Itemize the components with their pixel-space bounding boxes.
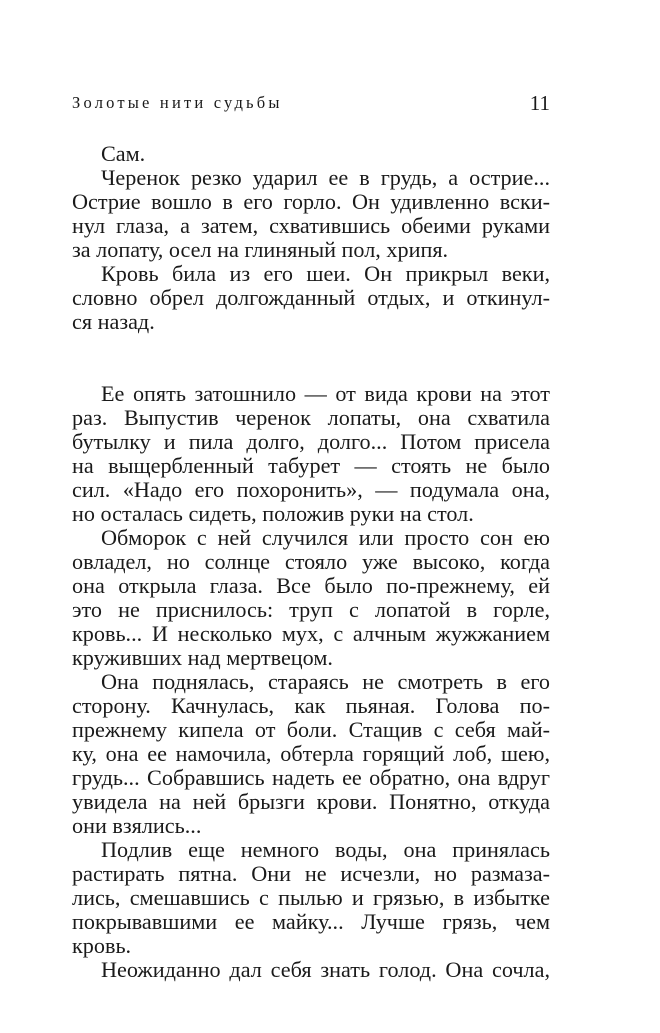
text-line: но осталась сидеть, положив руки на стол. <box>72 502 474 526</box>
text-line: бутылку и пила долго, долго... Потом присела <box>72 430 550 454</box>
text-line: грудь... Собравшись надеть ее обратно, она вдруг <box>72 766 550 790</box>
paragraph <box>72 142 550 166</box>
running-head <box>72 93 550 117</box>
text-line: Сам. <box>101 142 146 166</box>
page-number: 11 <box>529 91 550 115</box>
text-line: Черенок резко ударил ее в грудь, а острие... <box>101 166 550 190</box>
text-line: на выщербленный табурет — стоять не было <box>72 454 550 478</box>
text-line: круживших над мертвецом. <box>72 646 333 670</box>
text-line: это не приснилось: труп с лопатой в горле, <box>72 598 550 622</box>
text-line: сил. «Надо его похоронить», — подумала она, <box>72 478 550 502</box>
paragraph <box>72 958 550 982</box>
text-line: Кровь била из его шеи. Он прикрыл веки, <box>101 262 550 286</box>
text-line: прежнему кипела от боли. Стащив с себя май- <box>72 718 550 742</box>
text-line: растирать пятна. Они не исчезли, но размаза- <box>72 862 550 886</box>
text-line: овладел, но солнце стояло уже высоко, когда <box>72 550 550 574</box>
text-line: кровь... И несколько мух, с алчным жужжанием <box>72 622 550 646</box>
paragraph <box>72 838 550 958</box>
running-head-title: Золотые нити судьбы <box>72 93 283 112</box>
text-line: она открыла глаза. Все было по-прежнему, ей <box>72 574 550 598</box>
text-line: увидела на ней брызги крови. Понятно, откуда <box>72 790 550 814</box>
paragraph <box>72 526 550 670</box>
text-line: Она поднялась, стараясь не смотреть в его <box>101 670 550 694</box>
text-line: Обморок с ней случился или просто сон ею <box>101 526 550 550</box>
paragraph <box>72 670 550 838</box>
text-line: сторону. Качнулась, как пьяная. Голова по- <box>72 694 550 718</box>
paragraph <box>72 262 550 334</box>
text-line: они взялись... <box>72 814 202 838</box>
text-line: Неожиданно дал себя знать голод. Она сочла, <box>101 958 550 982</box>
text-line: лись, смешавшись с пылью и грязью, в избытке <box>72 886 550 910</box>
text-line: словно обрел долгожданный отдых, и откинул- <box>72 286 550 310</box>
text-line: ся назад. <box>72 310 155 334</box>
text-line: ку, она ее намочила, обтерла горящий лоб, шею, <box>72 742 550 766</box>
text-line: за лопату, осел на глиняный пол, хрипя. <box>72 238 449 262</box>
text-line: Ее опять затошнило — от вида крови на этот <box>101 382 550 406</box>
text-line: нул глаза, а затем, схватившись обеими руками <box>72 214 550 238</box>
paragraph <box>72 166 550 262</box>
text-line: раз. Выпустив черенок лопаты, она схватила <box>72 406 550 430</box>
section-break <box>72 334 550 382</box>
text-line: кровь. <box>72 934 132 958</box>
text-line: Подлив еще немного воды, она принялась <box>101 838 550 862</box>
body-text <box>72 142 550 982</box>
text-line: покрывавшими ее майку... Лучше грязь, чем <box>72 910 550 934</box>
paragraph <box>72 382 550 526</box>
text-line: Острие вошло в его горло. Он удивленно вски- <box>72 190 550 214</box>
